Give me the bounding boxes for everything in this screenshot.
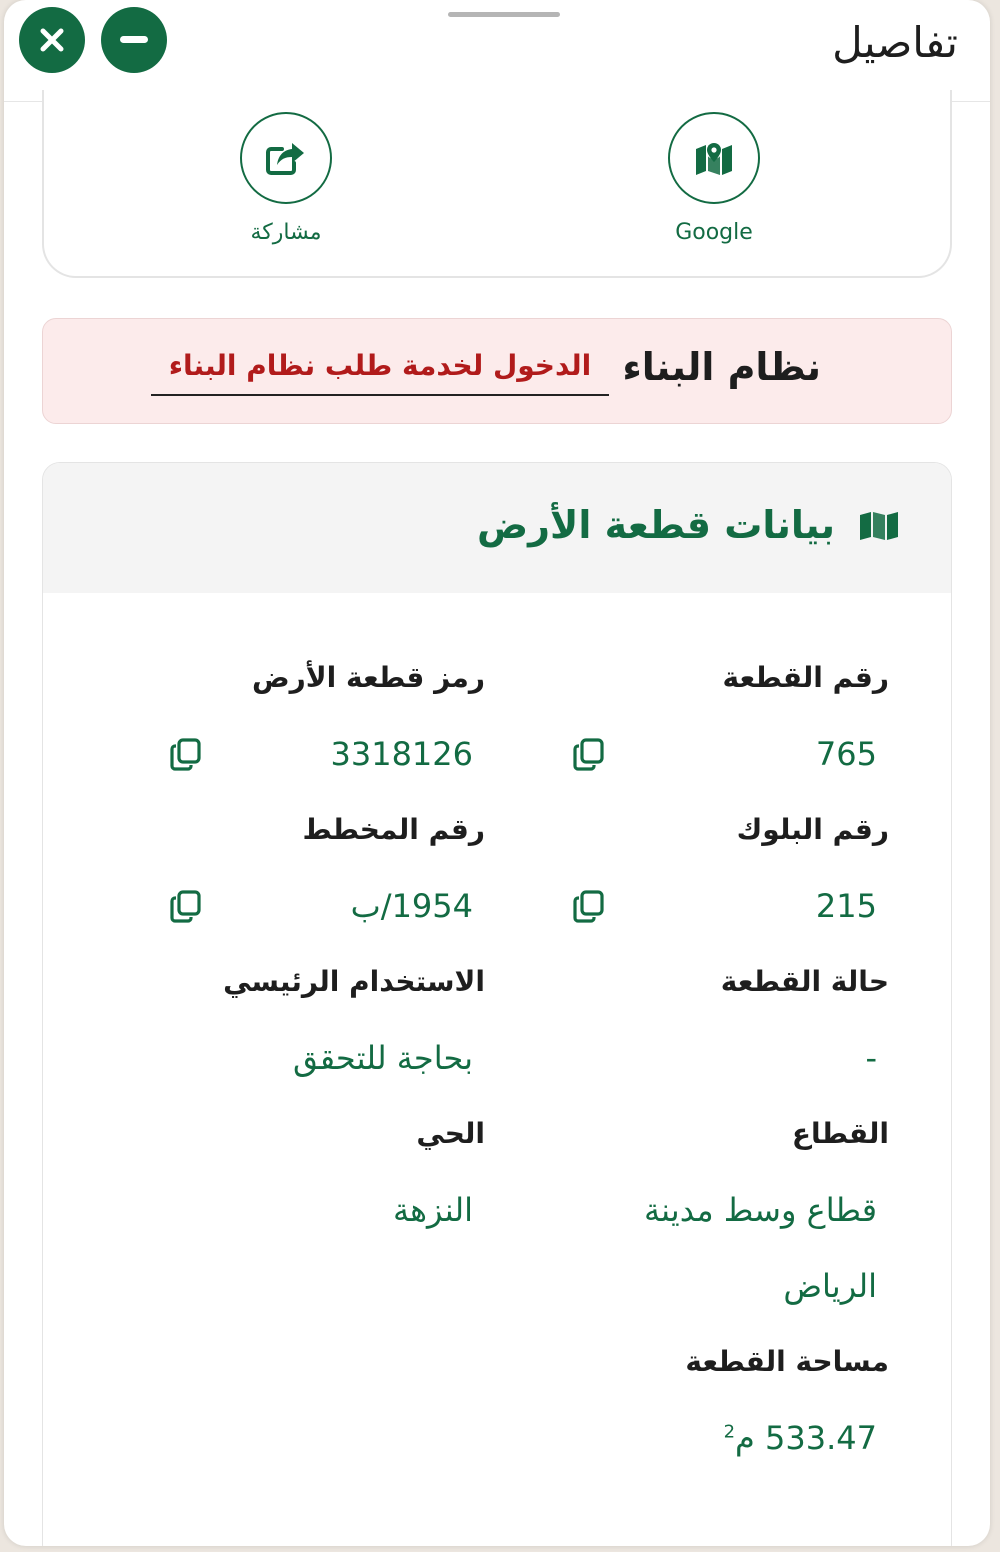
sector-value-line1: قطاع وسط مدينة bbox=[643, 1191, 877, 1229]
plot-area-value bbox=[724, 1419, 877, 1457]
plot-status-value: - bbox=[865, 1039, 877, 1077]
copy-plan-number-icon[interactable] bbox=[168, 889, 204, 925]
actions-card bbox=[42, 90, 952, 278]
land-data-card bbox=[42, 462, 952, 1546]
plot-area-unit-power: 2 bbox=[723, 1421, 736, 1443]
google-maps-circle[interactable] bbox=[668, 112, 760, 204]
block-number-value: 215 bbox=[815, 887, 877, 925]
map-marker-icon bbox=[694, 140, 734, 176]
plan-number-value: 1954/ب bbox=[350, 887, 473, 925]
minimize-button[interactable] bbox=[101, 7, 167, 73]
copy-plot-number-icon[interactable] bbox=[571, 737, 607, 773]
google-label: Google bbox=[675, 220, 753, 245]
panel-title: تفاصيل bbox=[832, 18, 958, 67]
google-maps-button[interactable] bbox=[634, 112, 794, 245]
building-system-banner bbox=[42, 318, 952, 424]
plot-area-unit: م bbox=[735, 1419, 755, 1457]
building-system-title: نظام البناء bbox=[622, 345, 821, 389]
plot-number-label: رقم القطعة bbox=[722, 661, 889, 694]
minus-icon bbox=[120, 36, 148, 44]
copy-land-code-icon[interactable] bbox=[168, 737, 204, 773]
main-use-value: بحاجة للتحقق bbox=[293, 1039, 473, 1077]
district-label: الحي bbox=[416, 1117, 485, 1150]
building-system-request-link[interactable]: الدخول لخدمة طلب نظام البناء bbox=[151, 349, 609, 396]
details-panel bbox=[4, 0, 990, 1546]
land-code-label: رمز قطعة الأرض bbox=[252, 661, 485, 694]
close-button[interactable] bbox=[19, 7, 85, 73]
land-card-title: بيانات قطعة الأرض bbox=[477, 503, 835, 547]
sector-value-line2: الرياض bbox=[783, 1267, 877, 1305]
panel-header bbox=[4, 0, 990, 102]
plot-number-value: 765 bbox=[815, 735, 877, 773]
plot-area-number: 533.47 bbox=[765, 1419, 877, 1457]
land-code-value: 3318126 bbox=[330, 735, 473, 773]
plot-area-label: مساحة القطعة bbox=[685, 1345, 889, 1378]
sector-label: القطاع bbox=[791, 1117, 889, 1150]
main-use-label: الاستخدام الرئيسي bbox=[223, 965, 485, 998]
land-card-header bbox=[43, 463, 951, 593]
share-circle[interactable] bbox=[240, 112, 332, 204]
share-label: مشاركة bbox=[250, 220, 322, 245]
close-icon bbox=[39, 27, 65, 53]
share-icon bbox=[266, 141, 306, 175]
district-value: النزهة bbox=[393, 1191, 473, 1229]
share-button[interactable] bbox=[206, 112, 366, 245]
copy-block-number-icon[interactable] bbox=[571, 889, 607, 925]
map-icon bbox=[859, 511, 899, 541]
block-number-label: رقم البلوك bbox=[736, 813, 889, 846]
plan-number-label: رقم المخطط bbox=[302, 813, 485, 846]
plot-status-label: حالة القطعة bbox=[720, 965, 889, 998]
